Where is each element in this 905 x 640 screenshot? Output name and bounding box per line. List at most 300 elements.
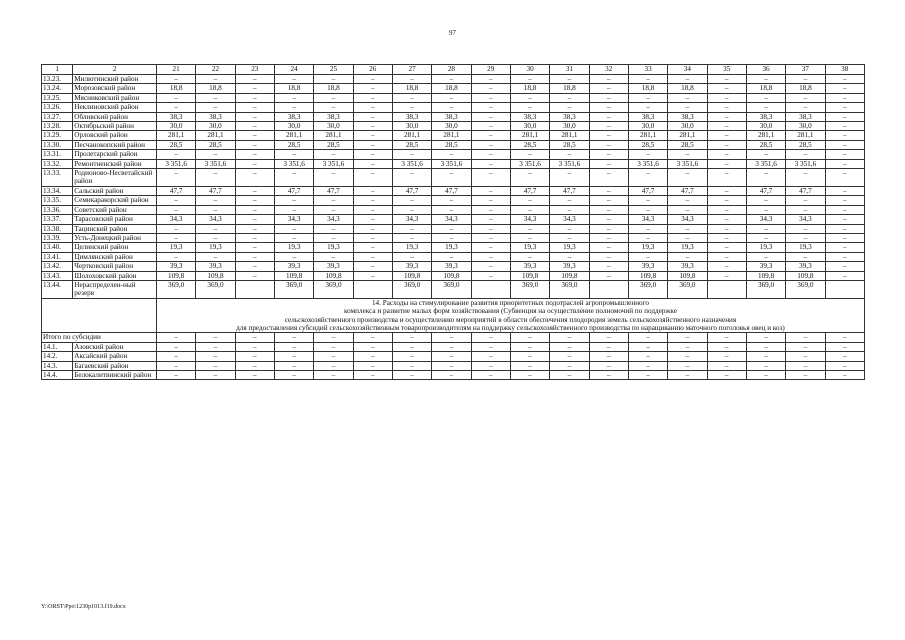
- value-cell: –: [471, 186, 510, 195]
- row-number: 13.29.: [42, 131, 73, 140]
- value-cell: 34,3: [196, 215, 235, 224]
- value-cell: –: [235, 271, 274, 280]
- value-cell: 34,3: [510, 215, 549, 224]
- value-cell: –: [786, 169, 825, 187]
- value-cell: –: [510, 252, 549, 261]
- value-cell: –: [550, 196, 589, 205]
- column-header: 23: [235, 65, 274, 75]
- value-cell: 39,3: [196, 262, 235, 271]
- value-cell: –: [235, 252, 274, 261]
- value-cell: –: [274, 252, 313, 261]
- value-cell: –: [392, 352, 431, 361]
- value-cell: 47,7: [274, 186, 313, 195]
- value-cell: –: [353, 140, 392, 149]
- district-name: Белокалитвинский район: [73, 371, 157, 380]
- column-header: 31: [550, 65, 589, 75]
- row-number: 13.37.: [42, 215, 73, 224]
- value-cell: 18,8: [432, 84, 471, 93]
- value-cell: [707, 280, 746, 298]
- value-cell: –: [707, 333, 746, 342]
- value-cell: –: [825, 243, 864, 252]
- table-row: [42, 243, 865, 252]
- section-title-line: комплекса и развитие малых форм хозяйствования (Субвенция на осуществление полномочий по поддержке: [344, 307, 677, 316]
- table-row: [42, 75, 865, 84]
- value-cell: –: [353, 333, 392, 342]
- value-cell: –: [156, 169, 195, 187]
- value-cell: 28,5: [196, 140, 235, 149]
- value-cell: –: [550, 150, 589, 159]
- value-cell: –: [786, 342, 825, 351]
- total-label: Итого по субсидии: [42, 333, 157, 342]
- column-header: 30: [510, 65, 549, 75]
- value-cell: –: [274, 361, 313, 370]
- value-cell: 47,7: [510, 186, 549, 195]
- value-cell: –: [786, 93, 825, 102]
- value-cell: [589, 280, 628, 298]
- value-cell: 369,0: [156, 280, 195, 298]
- district-name: Аксайский район: [73, 352, 157, 361]
- value-cell: –: [274, 196, 313, 205]
- column-header: 27: [392, 65, 431, 75]
- value-cell: –: [746, 196, 785, 205]
- value-cell: 3 351,6: [196, 159, 235, 168]
- value-cell: –: [235, 215, 274, 224]
- value-cell: –: [628, 150, 667, 159]
- value-cell: –: [392, 75, 431, 84]
- district-name: Цимлянский район: [73, 252, 157, 261]
- value-cell: –: [628, 93, 667, 102]
- value-cell: –: [707, 196, 746, 205]
- value-cell: –: [235, 112, 274, 121]
- column-header: 28: [432, 65, 471, 75]
- section-spacer: [42, 298, 157, 333]
- value-cell: –: [274, 169, 313, 187]
- value-cell: –: [471, 252, 510, 261]
- value-cell: –: [471, 159, 510, 168]
- district-name: Ремонтненский район: [73, 159, 157, 168]
- row-number: 13.41.: [42, 252, 73, 261]
- value-cell: –: [353, 159, 392, 168]
- section-title-line: для предоставления субсидий сельскохозяйственным товаропроизводителям на поддержку сельскохозяйственного производства по наращиванию маточного поголовья овец и коз): [236, 323, 785, 332]
- district-name: Обливский район: [73, 112, 157, 121]
- value-cell: 109,8: [156, 271, 195, 280]
- value-cell: –: [392, 371, 431, 380]
- row-number: 13.32.: [42, 159, 73, 168]
- value-cell: –: [589, 271, 628, 280]
- value-cell: –: [392, 150, 431, 159]
- value-cell: –: [707, 103, 746, 112]
- value-cell: 369,0: [628, 280, 667, 298]
- value-cell: 281,1: [668, 131, 707, 140]
- column-header: 24: [274, 65, 313, 75]
- district-name: Нераспределен-ный резерв: [73, 280, 157, 298]
- value-cell: –: [707, 224, 746, 233]
- value-cell: –: [550, 233, 589, 242]
- row-number: 14.2.: [42, 352, 73, 361]
- value-cell: 39,3: [156, 262, 195, 271]
- value-cell: –: [746, 75, 785, 84]
- value-cell: 109,8: [314, 271, 353, 280]
- column-header: 34: [668, 65, 707, 75]
- value-cell: 28,5: [628, 140, 667, 149]
- district-name: Багаевский район: [73, 361, 157, 370]
- table-row: [42, 103, 865, 112]
- value-cell: –: [786, 103, 825, 112]
- value-cell: –: [786, 233, 825, 242]
- value-cell: –: [432, 252, 471, 261]
- value-cell: –: [707, 262, 746, 271]
- value-cell: –: [432, 93, 471, 102]
- value-cell: –: [825, 112, 864, 121]
- table-row: [42, 352, 865, 361]
- value-cell: 109,8: [196, 271, 235, 280]
- district-name: Шолоховский район: [73, 271, 157, 280]
- value-cell: –: [707, 131, 746, 140]
- value-cell: –: [825, 186, 864, 195]
- value-cell: 30,0: [550, 122, 589, 131]
- value-cell: –: [550, 333, 589, 342]
- value-cell: –: [353, 243, 392, 252]
- value-cell: 281,1: [432, 131, 471, 140]
- value-cell: –: [589, 112, 628, 121]
- value-cell: –: [353, 84, 392, 93]
- value-cell: –: [825, 93, 864, 102]
- value-cell: –: [235, 103, 274, 112]
- value-cell: –: [589, 224, 628, 233]
- row-number: 14.1.: [42, 342, 73, 351]
- value-cell: –: [668, 205, 707, 214]
- value-cell: –: [589, 122, 628, 131]
- value-cell: –: [786, 224, 825, 233]
- value-cell: 18,8: [274, 84, 313, 93]
- column-header: 29: [471, 65, 510, 75]
- value-cell: –: [471, 271, 510, 280]
- value-cell: –: [471, 224, 510, 233]
- value-cell: –: [235, 333, 274, 342]
- value-cell: –: [510, 75, 549, 84]
- value-cell: –: [274, 103, 313, 112]
- value-cell: –: [432, 169, 471, 187]
- value-cell: –: [510, 150, 549, 159]
- value-cell: –: [707, 75, 746, 84]
- district-name: Октябрьский район: [73, 122, 157, 131]
- value-cell: –: [707, 169, 746, 187]
- value-cell: –: [392, 361, 431, 370]
- value-cell: –: [432, 361, 471, 370]
- value-cell: 38,3: [392, 112, 431, 121]
- value-cell: 369,0: [510, 280, 549, 298]
- value-cell: 18,8: [786, 84, 825, 93]
- value-cell: 369,0: [786, 280, 825, 298]
- table-row: [42, 169, 865, 187]
- column-header: 37: [786, 65, 825, 75]
- value-cell: 38,3: [786, 112, 825, 121]
- value-cell: –: [196, 103, 235, 112]
- value-cell: –: [314, 150, 353, 159]
- value-cell: 281,1: [314, 131, 353, 140]
- value-cell: –: [786, 196, 825, 205]
- value-cell: 109,8: [786, 271, 825, 280]
- value-cell: –: [314, 205, 353, 214]
- value-cell: 19,3: [432, 243, 471, 252]
- value-cell: –: [274, 233, 313, 242]
- value-cell: 281,1: [550, 131, 589, 140]
- value-cell: 38,3: [550, 112, 589, 121]
- value-cell: –: [235, 205, 274, 214]
- value-cell: –: [668, 75, 707, 84]
- row-number: 13.23.: [42, 75, 73, 84]
- value-cell: –: [353, 131, 392, 140]
- value-cell: [471, 280, 510, 298]
- value-cell: 18,8: [314, 84, 353, 93]
- table-row: [42, 112, 865, 121]
- value-cell: 109,8: [432, 271, 471, 280]
- value-cell: 281,1: [156, 131, 195, 140]
- value-cell: –: [707, 243, 746, 252]
- value-cell: 39,3: [314, 262, 353, 271]
- value-cell: –: [668, 233, 707, 242]
- value-cell: 47,7: [668, 186, 707, 195]
- district-name: Песчанокопский район: [73, 140, 157, 149]
- value-cell: –: [353, 75, 392, 84]
- value-cell: 3 351,6: [156, 159, 195, 168]
- value-cell: –: [353, 103, 392, 112]
- value-cell: 39,3: [550, 262, 589, 271]
- value-cell: –: [825, 262, 864, 271]
- value-cell: –: [786, 333, 825, 342]
- value-cell: 3 351,6: [628, 159, 667, 168]
- value-cell: –: [392, 224, 431, 233]
- value-cell: –: [432, 333, 471, 342]
- value-cell: –: [471, 169, 510, 187]
- value-cell: –: [353, 93, 392, 102]
- row-number: 14.3.: [42, 361, 73, 370]
- value-cell: –: [825, 371, 864, 380]
- value-cell: –: [432, 75, 471, 84]
- row-number: 13.35.: [42, 196, 73, 205]
- value-cell: –: [196, 75, 235, 84]
- value-cell: –: [668, 103, 707, 112]
- value-cell: 47,7: [196, 186, 235, 195]
- column-header: 22: [196, 65, 235, 75]
- value-cell: 369,0: [314, 280, 353, 298]
- value-cell: –: [471, 131, 510, 140]
- section-title-line: 14. Расходы на стимулирование развития приоритетных подотраслей агропромышленного: [371, 298, 650, 307]
- district-name: Советский район: [73, 205, 157, 214]
- value-cell: –: [235, 140, 274, 149]
- value-cell: –: [235, 262, 274, 271]
- value-cell: –: [471, 140, 510, 149]
- value-cell: –: [471, 215, 510, 224]
- value-cell: –: [196, 342, 235, 351]
- value-cell: –: [274, 371, 313, 380]
- value-cell: –: [471, 93, 510, 102]
- value-cell: 28,5: [274, 140, 313, 149]
- value-cell: –: [471, 371, 510, 380]
- value-cell: –: [353, 186, 392, 195]
- value-cell: –: [668, 169, 707, 187]
- value-cell: –: [825, 131, 864, 140]
- row-number: 13.27.: [42, 112, 73, 121]
- column-header: 33: [628, 65, 667, 75]
- value-cell: –: [471, 342, 510, 351]
- value-cell: [235, 280, 274, 298]
- value-cell: 18,8: [668, 84, 707, 93]
- row-number: 13.28.: [42, 122, 73, 131]
- value-cell: –: [825, 252, 864, 261]
- value-cell: –: [550, 169, 589, 187]
- value-cell: 34,3: [786, 215, 825, 224]
- value-cell: –: [707, 84, 746, 93]
- value-cell: 34,3: [668, 215, 707, 224]
- value-cell: –: [432, 205, 471, 214]
- value-cell: –: [825, 150, 864, 159]
- row-number: 13.30.: [42, 140, 73, 149]
- value-cell: –: [825, 159, 864, 168]
- value-cell: 19,3: [628, 243, 667, 252]
- value-cell: –: [628, 371, 667, 380]
- value-cell: –: [156, 333, 195, 342]
- value-cell: –: [353, 150, 392, 159]
- value-cell: –: [156, 233, 195, 242]
- value-cell: –: [274, 93, 313, 102]
- value-cell: –: [589, 186, 628, 195]
- table-row: [42, 196, 865, 205]
- value-cell: 47,7: [786, 186, 825, 195]
- value-cell: –: [471, 333, 510, 342]
- value-cell: –: [314, 352, 353, 361]
- value-cell: –: [314, 224, 353, 233]
- value-cell: 19,3: [786, 243, 825, 252]
- value-cell: –: [746, 333, 785, 342]
- value-cell: 369,0: [746, 280, 785, 298]
- value-cell: –: [235, 93, 274, 102]
- value-cell: –: [274, 333, 313, 342]
- value-cell: –: [314, 103, 353, 112]
- value-cell: 3 351,6: [510, 159, 549, 168]
- value-cell: –: [825, 103, 864, 112]
- value-cell: –: [471, 122, 510, 131]
- value-cell: –: [589, 252, 628, 261]
- value-cell: –: [392, 196, 431, 205]
- district-name: Орловский район: [73, 131, 157, 140]
- value-cell: –: [314, 93, 353, 102]
- value-cell: –: [550, 252, 589, 261]
- value-cell: –: [353, 112, 392, 121]
- value-cell: –: [156, 342, 195, 351]
- value-cell: –: [825, 169, 864, 187]
- value-cell: 3 351,6: [746, 159, 785, 168]
- value-cell: 38,3: [746, 112, 785, 121]
- value-cell: –: [550, 75, 589, 84]
- value-cell: –: [550, 205, 589, 214]
- value-cell: –: [825, 333, 864, 342]
- value-cell: –: [392, 333, 431, 342]
- value-cell: 38,3: [628, 112, 667, 121]
- value-cell: –: [314, 169, 353, 187]
- value-cell: –: [825, 271, 864, 280]
- value-cell: –: [235, 122, 274, 131]
- value-cell: 30,0: [274, 122, 313, 131]
- value-cell: –: [314, 342, 353, 351]
- value-cell: 39,3: [746, 262, 785, 271]
- table-row: [42, 93, 865, 102]
- value-cell: –: [196, 371, 235, 380]
- value-cell: –: [235, 159, 274, 168]
- row-number: 13.43.: [42, 271, 73, 280]
- value-cell: –: [471, 205, 510, 214]
- value-cell: 3 351,6: [668, 159, 707, 168]
- row-number: 13.34.: [42, 186, 73, 195]
- value-cell: 28,5: [510, 140, 549, 149]
- value-cell: –: [274, 75, 313, 84]
- value-cell: 34,3: [392, 215, 431, 224]
- value-cell: –: [628, 333, 667, 342]
- value-cell: –: [156, 93, 195, 102]
- value-cell: 39,3: [786, 262, 825, 271]
- value-cell: –: [196, 252, 235, 261]
- value-cell: [353, 280, 392, 298]
- value-cell: –: [589, 131, 628, 140]
- section-title-line: сельскохозяйственного производства и осуществлению мероприятий в области обеспечения плодородия земель сельскохозяйственного назначения: [284, 315, 737, 324]
- value-cell: 281,1: [196, 131, 235, 140]
- value-cell: –: [589, 75, 628, 84]
- value-cell: –: [156, 352, 195, 361]
- value-cell: –: [668, 252, 707, 261]
- value-cell: 39,3: [668, 262, 707, 271]
- district-name: Усть-Донецкий район: [73, 233, 157, 242]
- value-cell: –: [550, 93, 589, 102]
- value-cell: –: [314, 252, 353, 261]
- value-cell: –: [550, 224, 589, 233]
- value-cell: –: [550, 103, 589, 112]
- value-cell: 18,8: [392, 84, 431, 93]
- value-cell: 19,3: [274, 243, 313, 252]
- table-row: [42, 271, 865, 280]
- value-cell: 369,0: [392, 280, 431, 298]
- value-cell: –: [274, 150, 313, 159]
- district-name: Семикаракорский район: [73, 196, 157, 205]
- row-number: 13.25.: [42, 93, 73, 102]
- table-row: [42, 205, 865, 214]
- value-cell: –: [156, 361, 195, 370]
- value-cell: 38,3: [196, 112, 235, 121]
- value-cell: –: [628, 352, 667, 361]
- value-cell: –: [786, 150, 825, 159]
- value-cell: –: [668, 371, 707, 380]
- value-cell: –: [746, 93, 785, 102]
- value-cell: 18,8: [628, 84, 667, 93]
- table-row: [42, 280, 865, 298]
- row-number: 14.4.: [42, 371, 73, 380]
- value-cell: –: [196, 233, 235, 242]
- row-number: 13.26.: [42, 103, 73, 112]
- value-cell: 3 351,6: [550, 159, 589, 168]
- value-cell: 281,1: [628, 131, 667, 140]
- value-cell: –: [825, 361, 864, 370]
- value-cell: –: [353, 169, 392, 187]
- value-cell: –: [196, 93, 235, 102]
- value-cell: 28,5: [668, 140, 707, 149]
- value-cell: –: [746, 205, 785, 214]
- row-number: 13.44.: [42, 280, 73, 298]
- value-cell: –: [156, 205, 195, 214]
- value-cell: –: [668, 352, 707, 361]
- value-cell: –: [668, 224, 707, 233]
- district-name: Сальский район: [73, 186, 157, 195]
- value-cell: –: [668, 361, 707, 370]
- value-cell: 18,8: [746, 84, 785, 93]
